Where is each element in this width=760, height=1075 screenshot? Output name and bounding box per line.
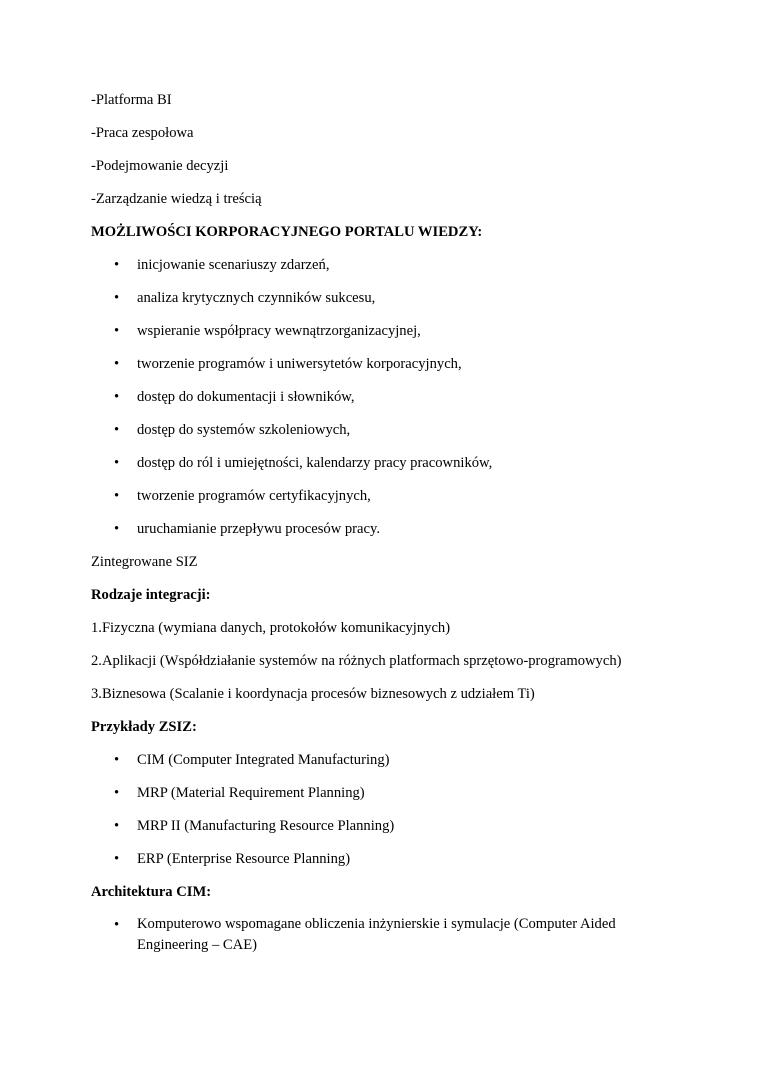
siz-title: Zintegrowane SIZ [91,554,198,570]
bullet-icon: • [114,323,120,339]
list-item: MRP II (Manufacturing Resource Planning) [137,818,395,834]
bullet-icon: • [114,752,120,768]
bullet-icon: • [114,818,120,834]
integration-item: 1.Fizyczna (wymiana danych, protokołów komunikacyjnych) [91,620,451,636]
list-item: dostęp do ról i umiejętności, kalendarzy pracy pracowników, [137,455,493,471]
integration-heading: Rodzaje integracji: [91,587,211,603]
top-item: -Zarządzanie wiedzą i treścią [91,191,262,207]
bullet-icon: • [114,257,120,273]
list-item: analiza krytycznych czynników sukcesu, [137,290,376,306]
bullet-icon: • [114,785,120,801]
list-item: tworzenie programów certyfikacyjnych, [137,488,371,504]
integration-item: 2.Aplikacji (Współdziałanie systemów na różnych platformach sprzętowo-programowych) [91,653,622,669]
bullet-icon: • [114,356,120,372]
bullet-icon: • [114,422,120,438]
bullet-icon: • [114,455,120,471]
list-item: CIM (Computer Integrated Manufacturing) [137,752,390,768]
bullet-icon: • [114,917,120,933]
top-item: -Platforma BI [91,92,172,108]
bullet-icon: • [114,488,120,504]
integration-item: 3.Biznesowa (Scalanie i koordynacja procesów biznesowych z udziałem Ti) [91,686,535,702]
cim-heading: Architektura CIM: [91,884,212,900]
list-item: wspieranie współpracy wewnątrzorganizacyjnej, [137,323,421,339]
bullet-icon: • [114,521,120,537]
list-item: ERP (Enterprise Resource Planning) [137,851,351,867]
portal-heading: MOŻLIWOŚCI KORPORACYJNEGO PORTALU WIEDZY: [91,224,483,240]
bullet-icon: • [114,851,120,867]
examples-heading: Przykłady ZSIZ: [91,719,197,735]
list-item: MRP (Material Requirement Planning) [137,785,365,801]
bullet-icon: • [114,389,120,405]
list-item: tworzenie programów i uniwersytetów korporacyjnych, [137,356,462,372]
list-item: inicjowanie scenariuszy zdarzeń, [137,257,330,273]
bullet-icon: • [114,290,120,306]
list-item: uruchamianie przepływu procesów pracy. [137,521,380,537]
list-item: dostęp do systemów szkoleniowych, [137,422,351,438]
list-item: Komputerowo wspomagane obliczenia inżynierskie i symulacje (Computer Aided Engineering – CAE) [137,916,616,953]
top-item: -Praca zespołowa [91,125,194,141]
list-item: dostęp do dokumentacji i słowników, [137,389,355,405]
top-item: -Podejmowanie decyzji [91,158,229,174]
